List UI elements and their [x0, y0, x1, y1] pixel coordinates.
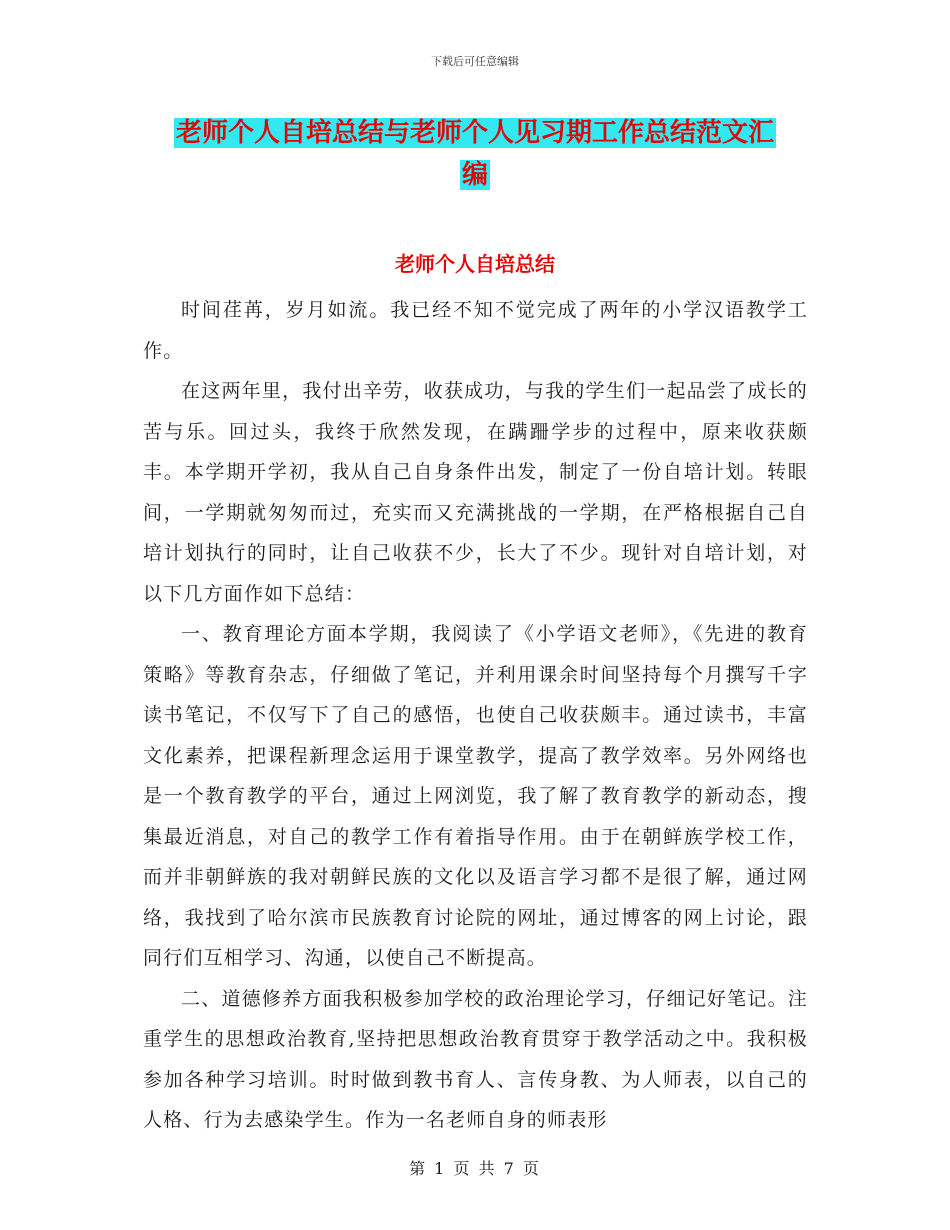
section-title: 老师个人自培总结	[395, 252, 555, 276]
body-text	[143, 290, 808, 1141]
document-title-line-2: 编	[461, 160, 488, 190]
paragraph: 二、道德修养方面我积极参加学校的政治理论学习，仔细记好笔记。注重学生的思想政治教育,坚持把思想政治教育贯穿于教学活动之中。我积极参加各种学习培训。时时做到教书育人、言传身教、为人师表，以自己的人格、行为去感染学生。作为一名老师自身的师表形	[143, 987, 808, 1131]
page-footer: 第 1 页 共 7 页	[409, 1159, 541, 1178]
paragraph: 时间荏苒，岁月如流。我已经不知不觉完成了两年的小学汉语教学工作。	[143, 299, 808, 362]
page-header-note: 下载后可任意编辑	[431, 55, 519, 68]
paragraph: 在这两年里，我付出辛劳，收获成功，与我的学生们一起品尝了成长的苦与乐。回过头，我终于欣然发现，在蹒跚学步的过程中，原来收获颇丰。本学期开学初，我从自己自身条件出发，制定了一份自培计划。转眼间，一学期就匆匆而过，充实而又充满挑战的一学期，在严格根据自己自培计划执行的同时，让自己收获不少，长大了不少。现针对自培计划，对以下几方面作如下总结：	[143, 380, 808, 605]
paragraph: 一、教育理论方面本学期，我阅读了《小学语文老师》，《先进的教育策略》等教育杂志，仔细做了笔记，并利用课余时间坚持每个月撰写千字读书笔记，不仅写下了自己的感悟，也使自己收获颇丰。通过读书，丰富文化素养，把课程新理念运用于课堂教学，提高了教学效率。另外网络也是一个教育教学的平台，通过上网浏览，我了解了教育教学的新动态，搜集最近消息，对自己的教学工作有着指导作用。由于在朝鲜族学校工作，而并非朝鲜族的我对朝鲜民族的文化以及语言学习都不是很了解，通过网络，我找到了哈尔滨市民族教育讨论院的网址，通过博客的网上讨论，跟同行们互相学习、沟通，以使自己不断提高。	[143, 623, 808, 969]
document-title	[145, 112, 805, 196]
document-title-line-1: 老师个人自培总结与老师个人见习期工作总结范文汇	[175, 118, 774, 148]
